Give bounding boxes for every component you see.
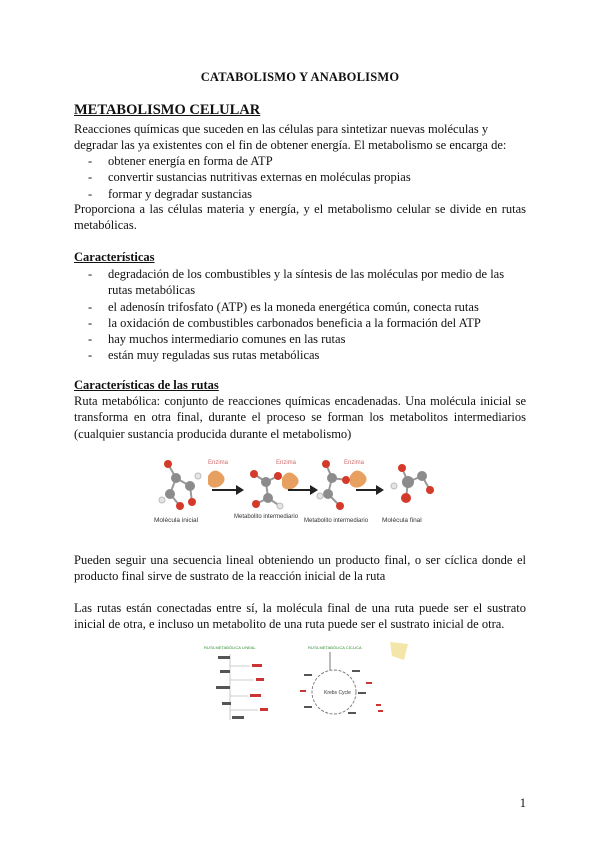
figure-title: RUTA METABÓLICA CÍCLICA	[308, 645, 362, 650]
arrow-head-icon	[376, 485, 384, 495]
list-item: - convertir sustancias nutritivas externas en moléculas propias	[88, 170, 411, 185]
section-heading-rutas: Características de las rutas	[74, 378, 219, 392]
list-item: - degradación de los combustibles y la síntesis de las moléculas por medio de las rutas metabólicas	[88, 267, 505, 298]
metabolism-functions-list	[88, 153, 528, 202]
list-item: - el adenosín trifosfato (ATP) es la moneda energética común, conecta rutas	[88, 299, 479, 314]
connections-paragraph: Las rutas están conectadas entre sí, la molécula final de una ruta puede ser el sustrato inicial de otra, e incluso un metabolito de una ruta puede ser el sustrato inicial de otra.	[74, 601, 526, 632]
sequence-paragraph: Pueden seguir una secuencia lineal obteniendo un producto final, o ser cíclica donde el producto final sirve de sustrato de la reacción inicial de la ruta	[74, 553, 526, 584]
section-heading-metabolismo: METABOLISMO CELULAR	[74, 102, 261, 118]
decorative-shape-icon	[390, 642, 408, 660]
intermediate-molecule-icon	[250, 470, 283, 509]
page-title: CATABOLISMO Y ANABOLISMO	[200, 70, 400, 84]
figure-label: Molécula final	[382, 517, 422, 524]
characteristics-list	[88, 266, 528, 364]
intermediate-molecule-icon	[317, 460, 350, 510]
figure-label: Metabolito intermediario	[304, 518, 369, 524]
route-definition-paragraph: Ruta metabólica: conjunto de reacciones químicas encadenadas. Una molécula inicial se transforma en otra final, durante el proceso se forman los metabolitos intermediarios (cualquier sustancia producida durante el metabolismo)	[74, 394, 526, 441]
linear-route-diagram	[204, 645, 268, 720]
arrow-head-icon	[236, 485, 244, 495]
svg-text:Enzima: Enzima	[276, 460, 297, 466]
list-item: - la oxidación de combustibles carbonados beneficia a la formación del ATP	[88, 315, 481, 330]
list-item: - formar y degradar sustancias	[88, 186, 253, 201]
section-heading-caracteristicas: Características	[74, 250, 155, 264]
page-number: 1	[519, 796, 526, 810]
closing-paragraph: Proporciona a las células materia y energía, y el metabolismo celular se divide en rutas metabólicas.	[74, 202, 526, 233]
cyclic-route-diagram	[300, 645, 383, 714]
arrow-head-icon	[310, 485, 318, 495]
final-molecule-icon	[391, 464, 434, 503]
intro-paragraph: Reacciones químicas que suceden en las células para sintetizar nuevas moléculas y degradar las ya existentes con el fin de obtener energía. El metabolismo se encarga de:	[74, 122, 507, 153]
list-item: - obtener energía en forma de ATP	[88, 154, 273, 168]
linear-pathway-figure	[150, 450, 450, 540]
figure-label: Molécula inicial	[154, 517, 199, 524]
pathway-comparison-figure	[200, 640, 410, 728]
figure-title: RUTA METABÓLICA LINEAL	[204, 645, 256, 650]
figure-label: Metabolito intermediario	[234, 514, 299, 520]
initial-molecule-icon	[159, 460, 201, 510]
enzyme-icon	[208, 460, 229, 488]
list-item: - hay muchos intermediario comunes en las rutas	[88, 332, 346, 347]
cycle-label: Krebs Cycle	[324, 690, 351, 696]
svg-text:Enzima: Enzima	[344, 460, 365, 466]
svg-text:Enzima: Enzima	[208, 460, 229, 466]
list-item: - están muy reguladas sus rutas metabólicas	[88, 348, 320, 363]
